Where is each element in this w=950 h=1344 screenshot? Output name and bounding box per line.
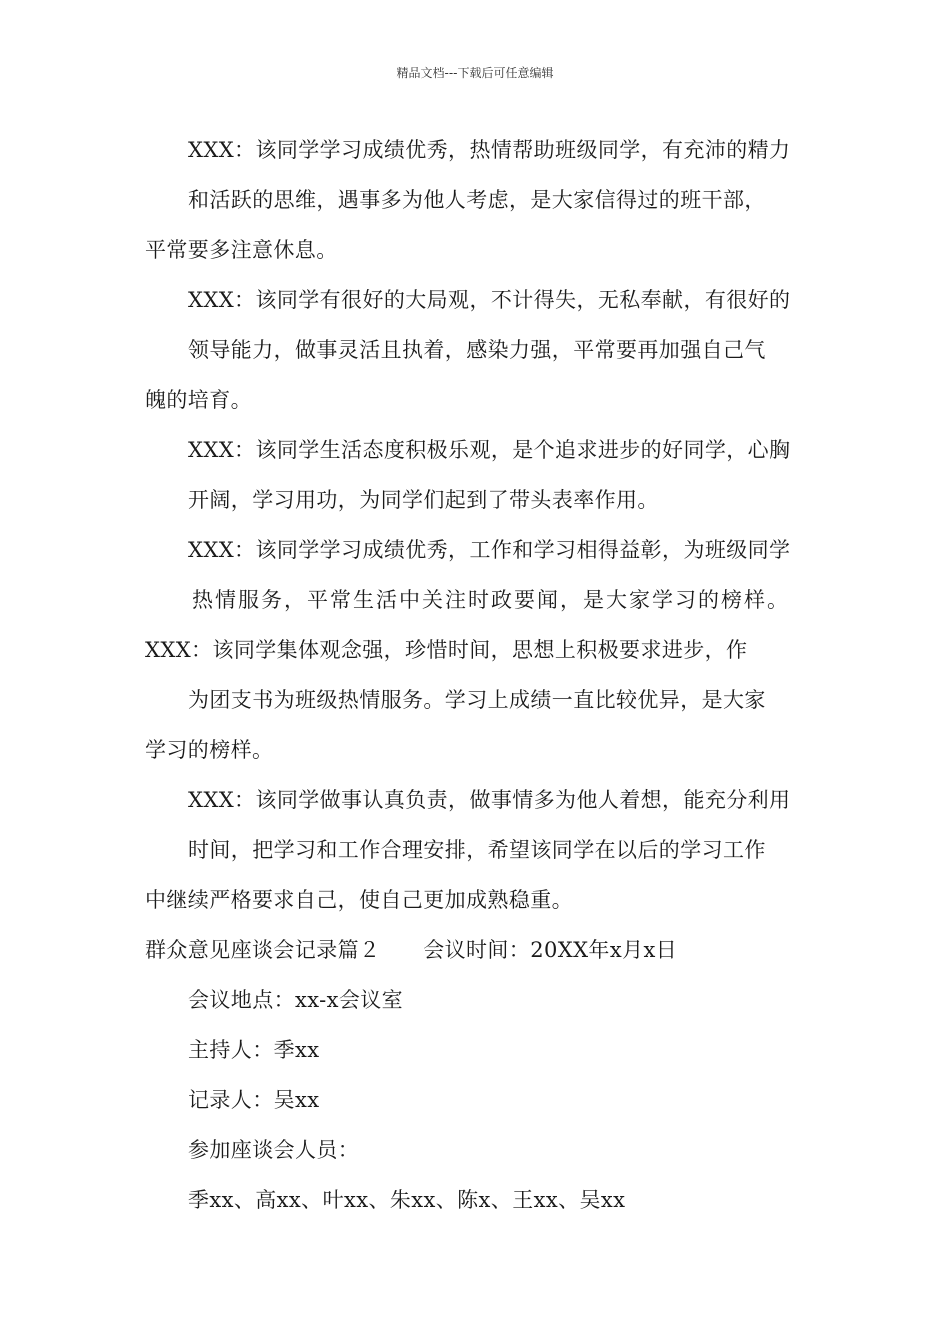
paragraph-line: XXX：该同学生活态度积极乐观，是个追求进步的好同学，心胸 xyxy=(188,438,791,462)
meeting-recorder: 记录人：吴xx xyxy=(188,1088,320,1112)
paragraph-line: 开阔，学习用功，为同学们起到了带头表率作用。 xyxy=(188,488,659,512)
paragraph-line: 时间，把学习和工作合理安排，希望该同学在以后的学习工作 xyxy=(188,838,766,862)
paragraph-line: 中继续严格要求自己，使自己更加成熟稳重。 xyxy=(145,888,573,912)
section-heading: 群众意见座谈会记录篇２ 会议时间：20XX年x月x日 xyxy=(145,938,678,962)
paragraph-line: 为团支书为班级热情服务。学习上成绩一直比较优异，是大家 xyxy=(188,688,766,712)
paragraph-line: XXX：该同学有很好的大局观，不计得失，无私奉献，有很好的 xyxy=(188,288,791,312)
paragraph-line: XXX：该同学做事认真负责，做事情多为他人着想，能充分利用 xyxy=(188,788,791,812)
meeting-location: 会议地点：xx-x会议室 xyxy=(188,988,404,1012)
paragraph-line: XXX：该同学学习成绩优秀，热情帮助班级同学，有充沛的精力 xyxy=(188,138,791,162)
paragraph-line: XXX：该同学集体观念强，珍惜时间，思想上积极要求进步，作 xyxy=(145,638,748,662)
paragraph-line: 学习的榜样。 xyxy=(145,738,274,762)
paragraph-line: 领导能力，做事灵活且执着，感染力强，平常要再加强自己气 xyxy=(188,338,766,362)
meeting-host: 主持人：季xx xyxy=(188,1038,320,1062)
paragraph-line: XXX：该同学学习成绩优秀，工作和学习相得益彰，为班级同学 xyxy=(188,538,791,562)
paragraph-line: 热情服务，平常生活中关注时政要闻，是大家学习的榜样。 xyxy=(192,588,790,612)
paragraph-line: 魄的培育。 xyxy=(145,388,252,412)
paragraph-line: 和活跃的思维，遇事多为他人考虑，是大家信得过的班干部， xyxy=(188,188,766,212)
paragraph-line: 平常要多注意休息。 xyxy=(145,238,338,262)
attendees-list: 季xx、高xx、叶xx、朱xx、陈x、王xx、吴xx xyxy=(188,1188,626,1212)
attendees-label: 参加座谈会人员： xyxy=(188,1138,360,1162)
page-header: 精品文档---下载后可任意编辑 xyxy=(396,66,554,80)
